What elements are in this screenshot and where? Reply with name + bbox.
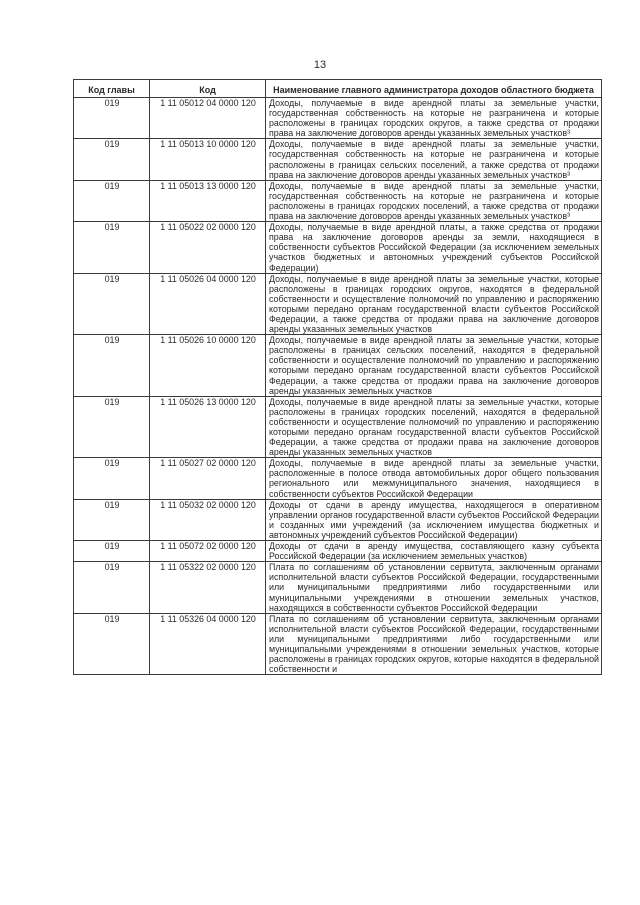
chapter-code-cell: 019 [74, 458, 150, 499]
chapter-code-cell: 019 [74, 396, 150, 458]
chapter-code-cell: 019 [74, 273, 150, 335]
table-row [74, 139, 602, 180]
table-row [74, 180, 602, 221]
revenue-description-cell: Доходы, получаемые в виде арендной платы за земельные участки, государственная собственность на которые не разграничена и которые расположены в границах сельских поселений, а также средства от продажи права на заключение договоров аренды указанных земельных участков³ [266, 139, 602, 180]
table-header-row [74, 80, 602, 98]
revenue-description-cell: Доходы, получаемые в виде арендной платы за земельные участки, которые расположены в границах городских поселений, находятся в федеральной собственности и осуществление полномочий по управлению и распоряжению которыми передано органам государственной власти субъектов Российской Федерации, а также средства от продажи права на заключение договоров аренды указанных земельных участков [266, 396, 602, 458]
table-row [74, 499, 602, 540]
chapter-code-cell: 019 [74, 562, 150, 613]
revenue-description-cell: Доходы, получаемые в виде арендной платы за земельные участки, расположенные в полосе отвода автомобильных дорог общего пользования регионального или межмуниципального значения, находящиеся в собственности субъектов Российской Федерации [266, 458, 602, 499]
header-administrator-name: Наименование главного администратора доходов областного бюджета [266, 80, 602, 98]
revenue-description-cell: Доходы, получаемые в виде арендной платы за земельные участки, государственная собственность на которые не разграничена и которые расположены в границах городских поселений, а также средства от продажи права на заключение договоров аренды указанных земельных участков³ [266, 180, 602, 221]
chapter-code-cell: 019 [74, 139, 150, 180]
header-chapter-code: Код главы [74, 80, 150, 98]
revenue-description-cell: Доходы, получаемые в виде арендной платы за земельные участки, которые расположены в границах сельских поселений, находятся в федеральной собственности и осуществление полномочий по управлению и распоряжению которыми передано органам государственной власти субъектов Российской Федерации, а также средства от продажи права на заключение договоров аренды указанных земельных участков [266, 335, 602, 397]
table-row [74, 396, 602, 458]
chapter-code-cell: 019 [74, 98, 150, 139]
revenue-code-cell: 1 11 05013 10 0000 120 [150, 139, 266, 180]
revenue-code-cell: 1 11 05027 02 0000 120 [150, 458, 266, 499]
revenue-code-cell: 1 11 05322 02 0000 120 [150, 562, 266, 613]
table-row [74, 273, 602, 335]
revenue-code-cell: 1 11 05072 02 0000 120 [150, 541, 266, 562]
table-row [74, 335, 602, 397]
chapter-code-cell: 019 [74, 541, 150, 562]
chapter-code-cell: 019 [74, 499, 150, 540]
table-row [74, 562, 602, 613]
revenue-code-cell: 1 11 05022 02 0000 120 [150, 222, 266, 273]
table-row [74, 458, 602, 499]
revenue-code-cell: 1 11 05326 04 0000 120 [150, 613, 266, 675]
revenue-code-cell: 1 11 05026 04 0000 120 [150, 273, 266, 335]
revenue-code-cell: 1 11 05026 13 0000 120 [150, 396, 266, 458]
revenue-code-cell: 1 11 05013 13 0000 120 [150, 180, 266, 221]
revenue-description-cell: Доходы от сдачи в аренду имущества, составляющего казну субъекта Российской Федерации (за исключением земельных участков) [266, 541, 602, 562]
revenue-codes-table [73, 79, 602, 675]
revenue-description-cell: Доходы, получаемые в виде арендной платы за земельные участки, которые расположены в границах городских округов, находятся в федеральной собственности и осуществление полномочий по управлению и распоряжению которыми передано органам государственной власти субъектов Российской Федерации, а также средства от продажи права на заключение договоров аренды указанных земельных участков [266, 273, 602, 335]
chapter-code-cell: 019 [74, 335, 150, 397]
revenue-description-cell: Доходы, получаемые в виде арендной платы за земельные участки, государственная собственность на которые не разграничена и которые расположены в границах городских округов, а также средства от продажи права на заключение договоров аренды указанных земельных участков³ [266, 98, 602, 139]
revenue-description-cell: Доходы от сдачи в аренду имущества, находящегося в оперативном управлении органов государственной власти субъектов Российской Федерации и созданных ими учреждений (за исключением имущества бюджетных и автономных учреждений субъектов Российской Федерации) [266, 499, 602, 540]
table-row [74, 541, 602, 562]
revenue-code-cell: 1 11 05032 02 0000 120 [150, 499, 266, 540]
chapter-code-cell: 019 [74, 613, 150, 675]
page-number: 13 [313, 59, 327, 71]
revenue-description-cell: Доходы, получаемые в виде арендной платы, а также средства от продажи права на заключение договоров аренды за земли, находящиеся в собственности субъектов Российской Федерации (за исключением земельных участков бюджетных и автономных учреждений субъектов Российской Федерации) [266, 222, 602, 273]
table-row [74, 613, 602, 675]
revenue-description-cell: Плата по соглашениям об установлении сервитута, заключенным органами исполнительной власти субъектов Российской Федерации, государственными или муниципальными предприятиями либо государственными или муниципальными учреждениями в отношении земельных участков, которые расположены в границах городских округов, которые находятся в федеральной собственности и [266, 613, 602, 675]
table-row [74, 98, 602, 139]
header-code: Код [150, 80, 266, 98]
revenue-code-cell: 1 11 05026 10 0000 120 [150, 335, 266, 397]
table-row [74, 222, 602, 273]
revenue-description-cell: Плата по соглашениям об установлении сервитута, заключенным органами исполнительной власти субъектов Российской Федерации, государственными или муниципальными предприятиями либо государственными или муниципальными учреждениями в отношении земельных участков, находящихся в собственности субъектов Российской Федерации [266, 562, 602, 613]
chapter-code-cell: 019 [74, 222, 150, 273]
revenue-code-cell: 1 11 05012 04 0000 120 [150, 98, 266, 139]
chapter-code-cell: 019 [74, 180, 150, 221]
